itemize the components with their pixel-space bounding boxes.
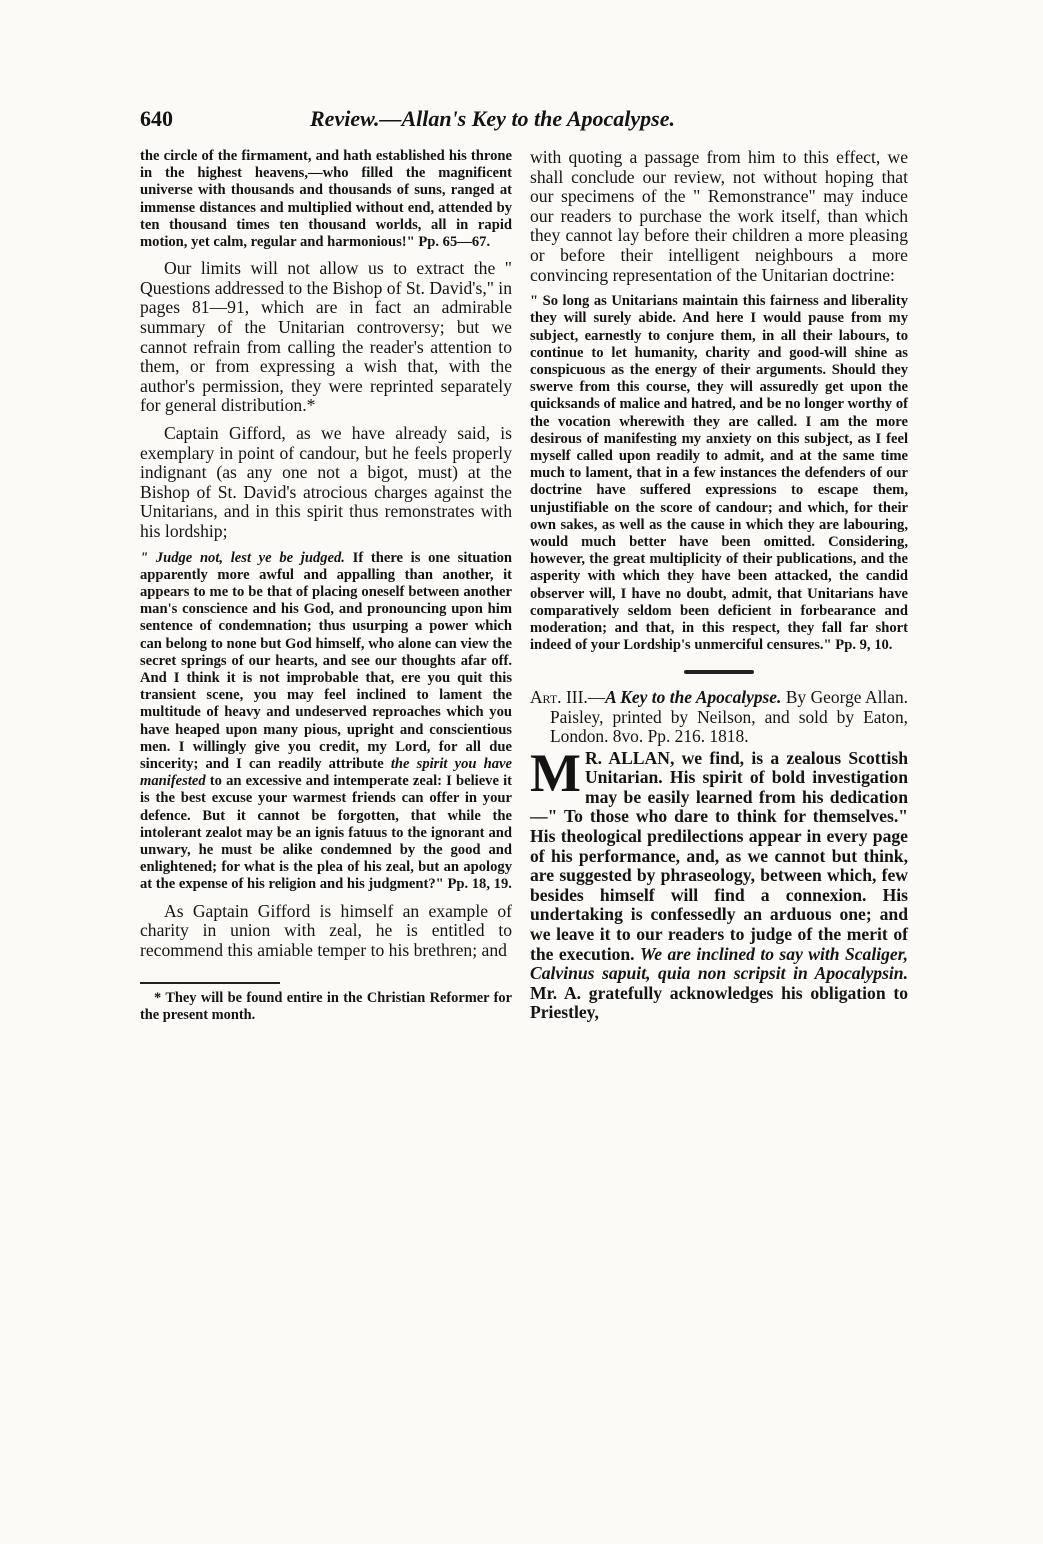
article-label: Art. III.—	[530, 687, 606, 708]
quote-continuation: the circle of the firmament, and hath established his throne in the highest heavens,—who filled the magnificent universe with thousands and thousands of suns, ranged at immense distances and multiplied without end, attended by ten thousand times ten thousand worlds, all in rapid motion, yet calm, regular and harmonious!" Pp. 65—67.	[140, 148, 512, 251]
article-body-italic: We are inclined to say with Scaliger, Calvinus sapuit, quia non scripsit in Apocalypsin.	[530, 943, 908, 984]
article-title: A Key to the Apocalypse.	[605, 687, 782, 708]
quote-judge-not	[140, 550, 512, 894]
footnote-rule	[140, 982, 280, 984]
article-body-text: R. ALLAN, we find, is a zealous Scottish Unitarian. His spirit of bold investigation may be easily learned from his dedication—" To those who dare to think for themselves." His theological predilections appear in every page of his performance, and, as we cannot but think, are suggested by phraseology, between which, few besides himself will find a connexion. His undertaking is confessedly an arduous one; and we leave it to our readers to judge of the merit of the execution.	[530, 747, 908, 964]
quote-rest: to an excessive and intemperate zeal: I believe it is the best excuse your warmest friends can offer in your defence. But it cannot be forgotten, that while the intolerant zealot may be an ignis fatuus to the ignorant and unwary, he must be alike condemned by the good and enlightened; for what is the plea of his zeal, but an apology at the expense of his religion and his judgment?" Pp. 18, 19.	[140, 773, 512, 893]
quote-opening: " Judge not, lest ye be judged.	[140, 549, 345, 566]
article-details: By George Allan. Paisley, printed by Neilson, and sold by Eaton, London. 8vo. Pp. 216. 1818.	[550, 687, 908, 747]
paragraph-captain-gifford: Captain Gifford, as we have already said, is exemplary in point of candour, but he feels properly indignant (as any one not a bigot, must) at the Bishop of St. David's atrocious charges against the Unitarians, and in this spirit thus remonstrates with his lordship;	[140, 422, 512, 541]
left-column	[140, 148, 512, 1023]
drop-cap: M	[530, 742, 581, 803]
footnote: * They will be found entire in the Christian Reformer for the present month.	[140, 990, 512, 1023]
quote-remonstrance: " So long as Unitarians maintain this fairness and liberality they will surely abide. And here I would pause from my subject, earnestly to conjure them, in all their labours, to continue to let humanity, charity and good-will shine as conspicuous as the energy of their arguments. Should they swerve from this course, they will assuredly get upon the quicksands of malice and hatred, and be no longer worthy of the vocation wherewith they are called. I am the more desirous of manifesting my anxiety on this subject, as I feel myself called upon readily to admit, and at the same time much to lament, that in a few instances the defenders of our doctrine have suffered expressions to escape them, unjustifiable on the score of candour; and which, for their own sakes, as well as the cause in which they are labouring, would much better have been omitted. Considering, however, the great multiplicity of their publications, and the asperity with which they have been attacked, the candid observer will, I have no doubt, admit, that Unitarians have comparatively seldom been deficient in forbearance and moderation; and that, in this respect, they fall far short indeed of your Lordship's unmerciful censures." Pp. 9, 10.	[530, 293, 908, 654]
article-body	[530, 742, 908, 1023]
page-header	[140, 106, 910, 140]
page-number: 640	[140, 106, 173, 131]
quote-italic: the spirit you have manifested	[140, 755, 512, 790]
article-body-end: Mr. A. gratefully acknowledges his obligation to Priestley,	[530, 982, 908, 1023]
article-heading	[530, 688, 908, 746]
section-divider	[684, 670, 754, 674]
quote-text: If there is one situation apparently more awful and appalling than another, it appears to me to be that of placing oneself between another man's conscience and his God, and pronouncing upon him sentence of condemnation; thus usurping a power which can belong to none but God himself, who alone can view the secret springs of our hearts, and see our thoughts afar off. And I think it is not improbable that, ere you quit this transient scene, you may feel inclined to lament the multitude of heavy and undeserved reproaches which you have heaped upon many pious, upright and conscientious men. I willingly give you credit, my Lord, for all due sincerity; and I can readily attribute	[140, 549, 513, 772]
paragraph-questions: Our limits will not allow us to extract the " Questions addressed to the Bishop of St. David's," in pages 81—91, which are in fact an admirable summary of the Unitarian controversy; but we cannot refrain from calling the reader's attention to them, or from expressing a wish that, with the author's permission, they were reprinted separately for general distribution.*	[140, 258, 512, 416]
right-column	[530, 148, 908, 1023]
paragraph-quoting: with quoting a passage from him to this effect, we shall conclude our review, not without hoping that our specimens of the " Remonstrance" may induce our readers to purchase the work itself, than which they cannot lay before their children a more pleasing or before their intelligent neighbours a more convincing representation of the Unitarian doctrine:	[530, 147, 908, 285]
paragraph-charity: As Gaptain Gifford is himself an example of charity in union with zeal, he is entitled to recommend this amiable temper to his brethren; and	[140, 900, 512, 960]
running-title: Review.—Allan's Key to the Apocalypse.	[310, 106, 675, 131]
